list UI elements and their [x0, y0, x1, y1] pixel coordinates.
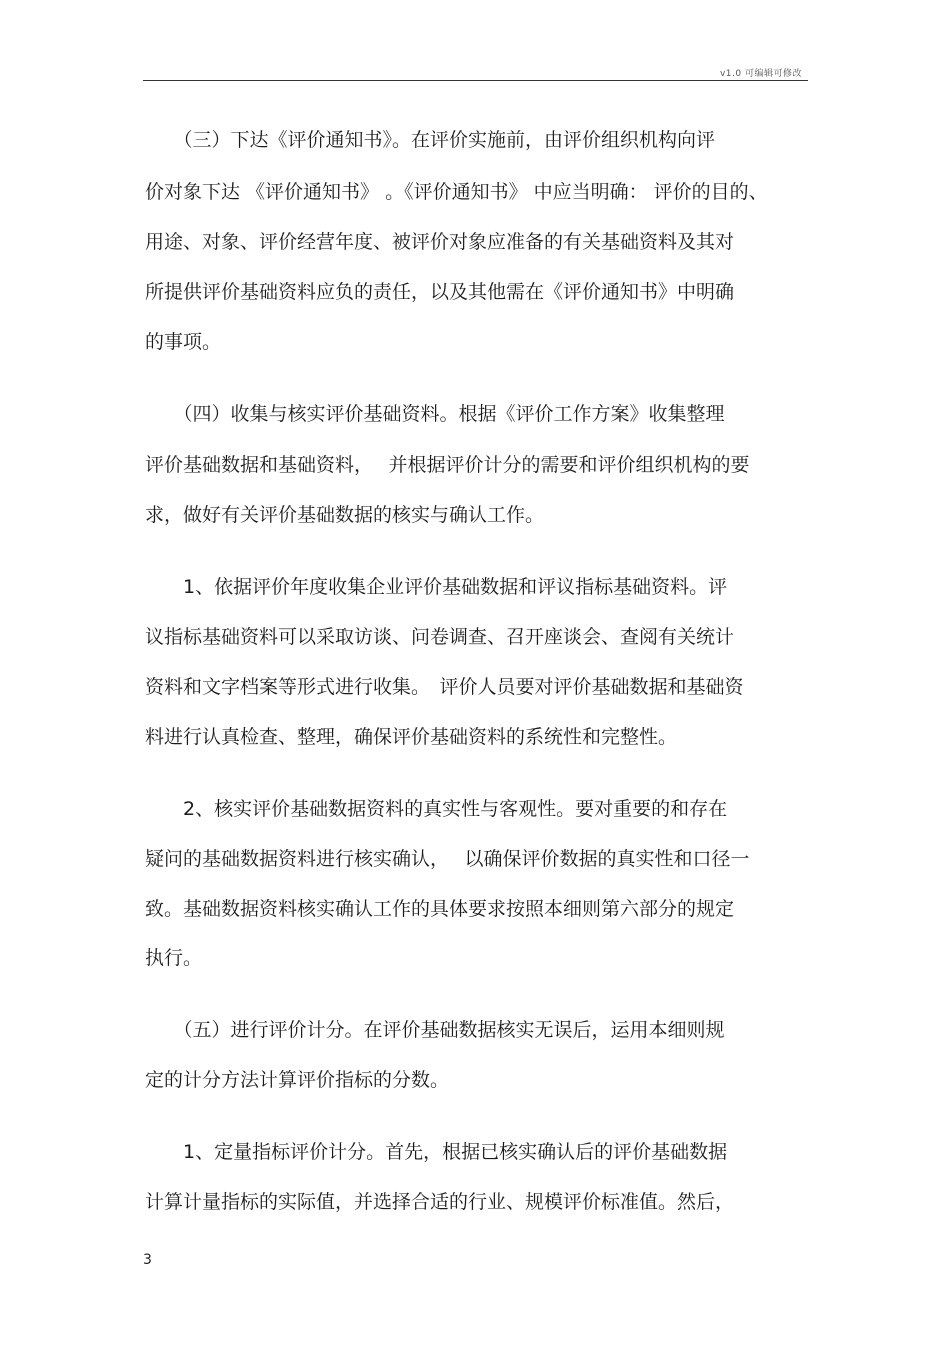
text-line: 1、依据评价年度收集企业评价基础数据和评议指标基础资料。评 [145, 576, 728, 598]
text-line: 所提供评价基础资料应负的责任，以及其他需在《评价通知书》中明确 [145, 281, 735, 303]
header-rule [143, 80, 808, 81]
text-line: 1、定量指标评价计分。首先，根据已核实确认后的评价基础数据 [145, 1141, 728, 1163]
text-line: 致。基础数据资料核实确认工作的具体要求按照本细则第六部分的规定 [145, 898, 735, 920]
text-line: 计算计量指标的实际值，并选择合适的行业、规模评价标准值。然后， [145, 1191, 735, 1213]
text-line: 料进行认真检查、整理，确保评价基础资料的系统性和完整性。 [145, 726, 678, 748]
text-line: 定的计分方法计算评价指标的分数。 [145, 1069, 450, 1091]
text-line: 执行。 [145, 947, 203, 969]
text-line: 资料和文字档案等形式进行收集。 评价人员要对评价基础数据和基础资 [145, 676, 744, 698]
text-line: 议指标基础资料可以采取访谈、问卷调查、召开座谈会、查阅有关统计 [145, 626, 735, 648]
text-line: 疑问的基础数据资料进行核实确认， 以确保评价数据的真实性和口径一 [145, 848, 750, 870]
text-line: 评价基础数据和基础资料， 并根据评价计分的需要和评价组织机构的要 [145, 454, 750, 476]
text-line: （四）收集与核实评价基础资料。根据《评价工作方案》收集整理 [145, 403, 725, 425]
text-line: 价对象下达 《评价通知书》 。《评价通知书》 中应当明确： 评价的目的、 [145, 181, 768, 203]
text-line: 求，做好有关评价基础数据的核实与确认工作。 [145, 504, 545, 526]
text-line: 2、核实评价基础数据资料的真实性与客观性。要对重要的和存在 [145, 798, 728, 820]
text-line: （五）进行评价计分。在评价基础数据核实无误后，运用本细则规 [145, 1019, 725, 1041]
text-line: 用途、对象、评价经营年度、被评价对象应准备的有关基础资料及其对 [145, 231, 735, 253]
header-tag: v1.0 可编辑可修改 [719, 69, 802, 79]
text-line: （三）下达《评价通知书》。在评价实施前，由评价组织机构向评 [145, 129, 716, 151]
text-line: 的事项。 [145, 331, 222, 353]
page-number: 3 [143, 1252, 152, 1268]
